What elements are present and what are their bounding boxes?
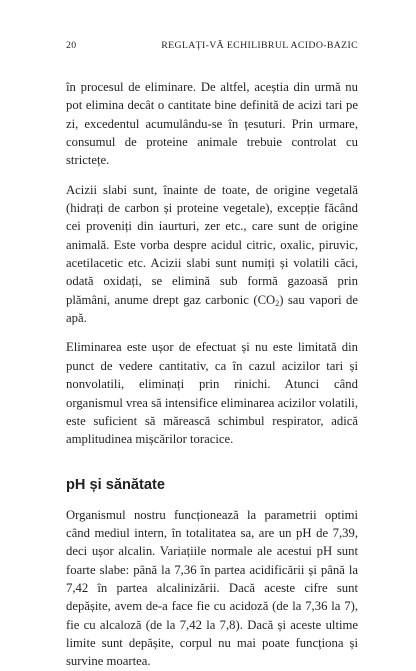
body-paragraph: Eliminarea este ușor de efectuat și nu este limitată din punct de vedere cantitativ, ca în cazul acizilor tari și nonvolatili, eliminați prin rinichi. Atunci când organismul vrea să intensifice eliminarea acizilor volatili, este suficient să mărească schimbul respirator, adică amplitudinea mișcărilor toracice. [66,340,358,447]
section-heading: pH și sănătate [66,476,165,493]
paragraph-text: Acizii slabi sunt, înainte de toate, de origine vegetală (hidrați de carbon și proteine vegetale), excepție făcând cei proveniți din iaurturi, zer etc., care sunt de origine animală. Este vorba despre acidul citric, oxalic, piruvic, acetilacetic etc. Acizii slabi sunt numiți și volatili căci, odată oxidați, se elimină sub formă gazoasă prin plămâni, anume drept gaz carbonic (CO [66,182,358,307]
body-paragraph [66,181,358,328]
body-paragraph: Organismul nostru funcționează la parametrii optimi când mediul intern, în totalitatea sa, are un pH de 7,39, deci ușor alcalin. Variațiile normale ale acestui pH sunt foarte slabe: până la 7,36 în partea acidificării și până la 7,42 în partea alcalinizării. Dacă aceste cifre sunt depășite, avem de-a face fie cu acidoză (de la 7,36 la 7), fie cu alcaloză (de la 7,42 la 7,8). Dacă și aceste ultime limite sunt depășite, corpul nu mai poate funcționa și survine moartea. [66,507,358,669]
paragraph-text: ) sau vapori de apă. [66,292,359,326]
subscript-text: 2 [275,298,280,308]
running-title: REGLAȚI-VĂ ECHILIBRUL ACIDO-BAZIC [161,40,358,51]
page-body [66,78,358,671]
page-number: 20 [66,40,77,51]
body-paragraph: în procesul de eliminare. De altfel, aceștia din urmă nu pot elimina decât o cantitate bine definită de acizi tari pe zi, excedentul acumulându-se în țesuturi. Prin urmare, consumul de proteine animale trebuie controlat cu strictețe. [66,80,358,168]
